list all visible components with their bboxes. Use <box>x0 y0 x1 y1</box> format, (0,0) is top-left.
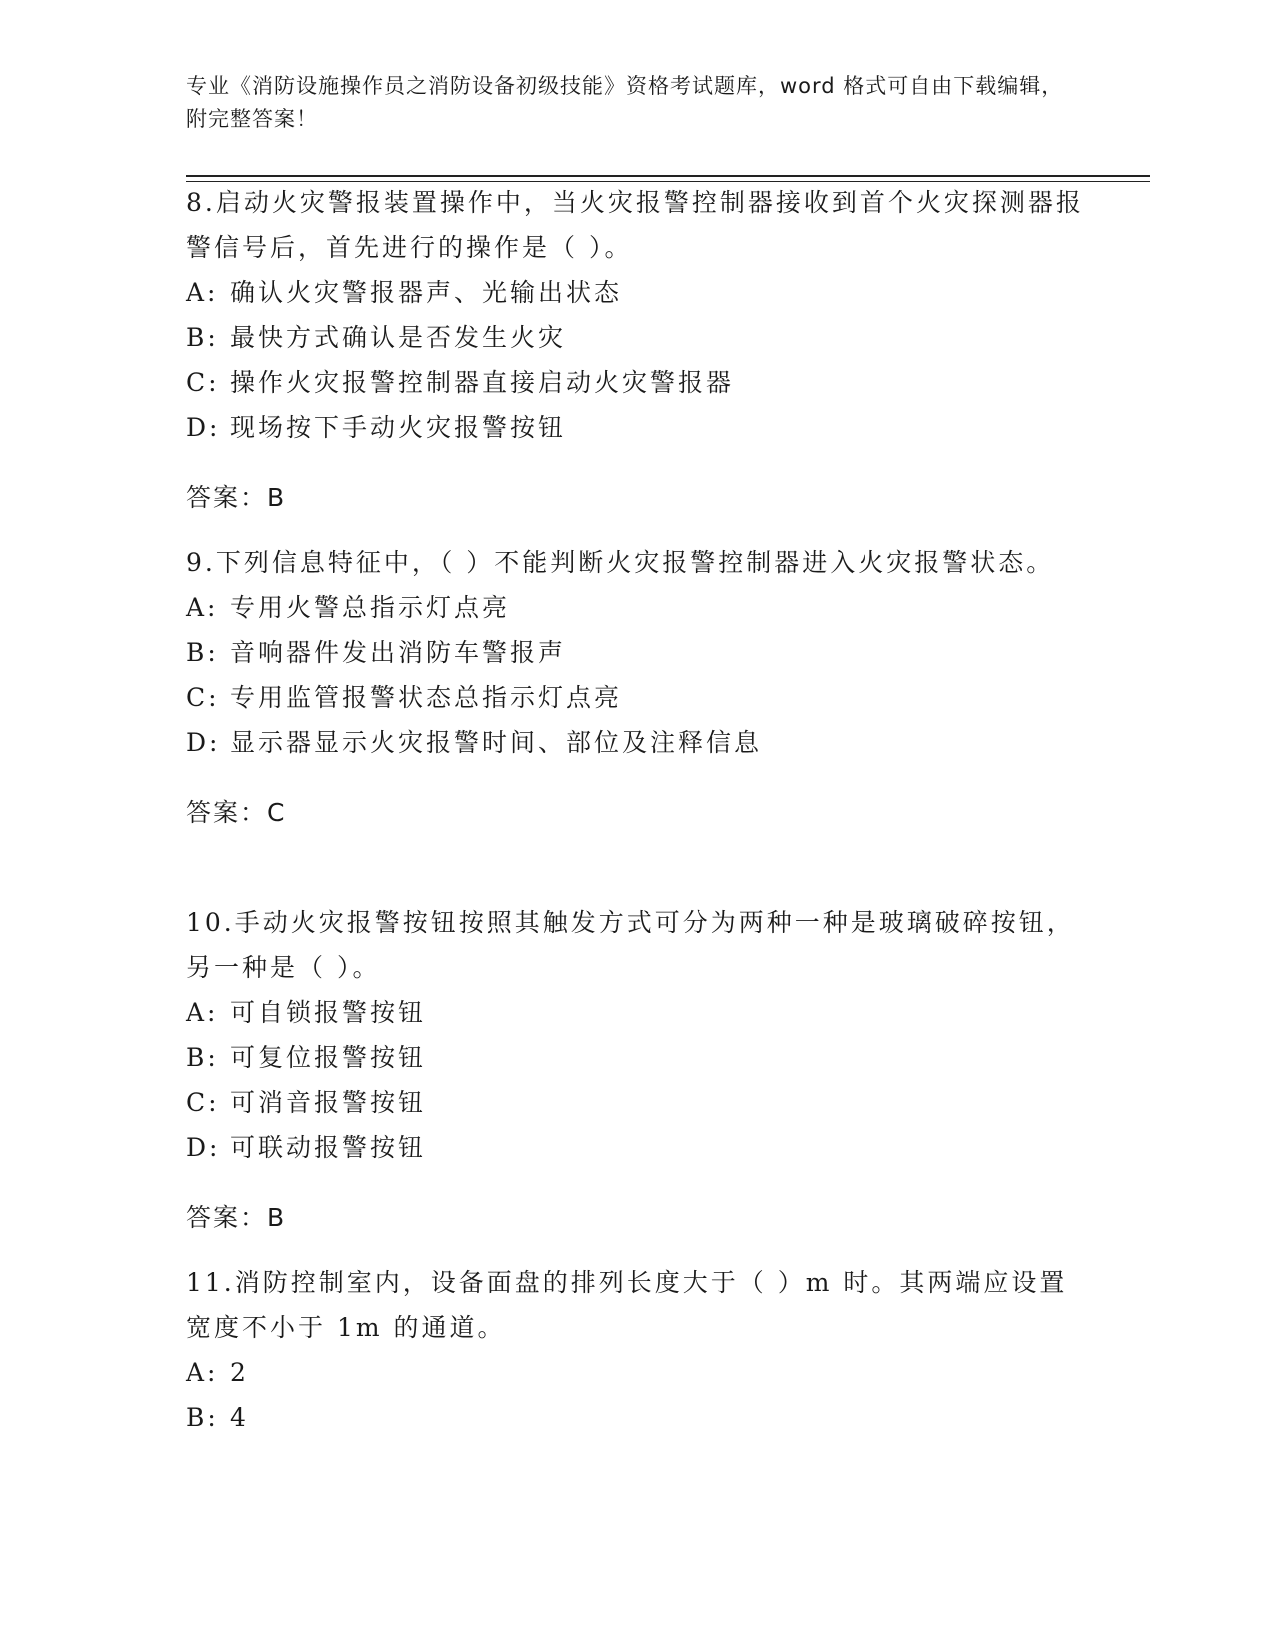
option-a <box>186 1350 1086 1395</box>
question-text: 9.下列信息特征中，（ ）不能判断火灾报警控制器进入火灾报警状态。 <box>186 548 1055 577</box>
option-letter: B: <box>186 638 219 667</box>
option-text: 专用火警总指示灯点亮 <box>230 593 511 622</box>
option-b <box>186 630 1086 675</box>
question-text: 8.启动火灾警报装置操作中，当火灾报警控制器接收到首个火灾探测器报警信号后，首先进行的操作是（ ）。 <box>186 188 1084 262</box>
option-letter: A: <box>186 998 219 1027</box>
option-text: 2 <box>230 1358 249 1387</box>
question-text: 11.消防控制室内，设备面盘的排列长度大于（ ）m 时。其两端应设置宽度不小于 1m 的通道。 <box>186 1268 1068 1342</box>
option-text: 音响器件发出消防车警报声 <box>230 638 567 667</box>
option-letter: A: <box>186 278 219 307</box>
option-text: 可联动报警按钮 <box>230 1133 427 1162</box>
option-c <box>186 360 1086 405</box>
option-text: 现场按下手动火灾报警按钮 <box>230 413 567 442</box>
option-a <box>186 270 1086 315</box>
option-a <box>186 990 1086 1035</box>
document-intro: 专业《消防设施操作员之消防设备初级技能》资格考试题库，word 格式可自由下载编辑，附完整答案！ <box>186 74 1064 131</box>
option-letter: C: <box>186 1088 220 1117</box>
answer: 答案：B <box>186 483 287 512</box>
option-d <box>186 720 1086 765</box>
question-10 <box>186 900 1086 1265</box>
option-letter: C: <box>186 683 220 712</box>
option-text: 可自锁报警按钮 <box>230 998 427 1027</box>
option-letter: B: <box>186 1403 219 1432</box>
option-letter: D: <box>186 728 221 757</box>
question-9 <box>186 540 1086 860</box>
option-b <box>186 1395 1086 1440</box>
question-text: 10.手动火灾报警按钮按照其触发方式可分为两种一种是玻璃破碎按钮，另一种是（ ）。 <box>186 908 1075 982</box>
option-text: 可消音报警按钮 <box>230 1088 427 1117</box>
option-text: 专用监管报警状态总指示灯点亮 <box>230 683 623 712</box>
option-letter: B: <box>186 1043 219 1072</box>
answer: 答案：B <box>186 1203 287 1232</box>
option-b <box>186 1035 1086 1080</box>
option-b <box>186 315 1086 360</box>
option-text: 最快方式确认是否发生火灾 <box>230 323 567 352</box>
answer: 答案：C <box>186 798 287 827</box>
option-letter: D: <box>186 1133 221 1162</box>
option-letter: A: <box>186 593 219 622</box>
question-8 <box>186 180 1086 545</box>
question-11 <box>186 1260 1086 1440</box>
option-text: 4 <box>230 1403 249 1432</box>
option-c <box>186 1080 1086 1125</box>
header-divider-thick <box>186 175 1150 177</box>
option-letter: B: <box>186 323 219 352</box>
option-letter: D: <box>186 413 221 442</box>
option-c <box>186 675 1086 720</box>
option-a <box>186 585 1086 630</box>
option-letter: A: <box>186 1358 219 1387</box>
option-letter: C: <box>186 368 220 397</box>
option-text: 确认火灾警报器声、光输出状态 <box>230 278 623 307</box>
option-text: 可复位报警按钮 <box>230 1043 427 1072</box>
option-d <box>186 405 1086 450</box>
option-text: 显示器显示火灾报警时间、部位及注释信息 <box>230 728 763 757</box>
option-d <box>186 1125 1086 1170</box>
option-text: 操作火灾报警控制器直接启动火灾警报器 <box>230 368 735 397</box>
